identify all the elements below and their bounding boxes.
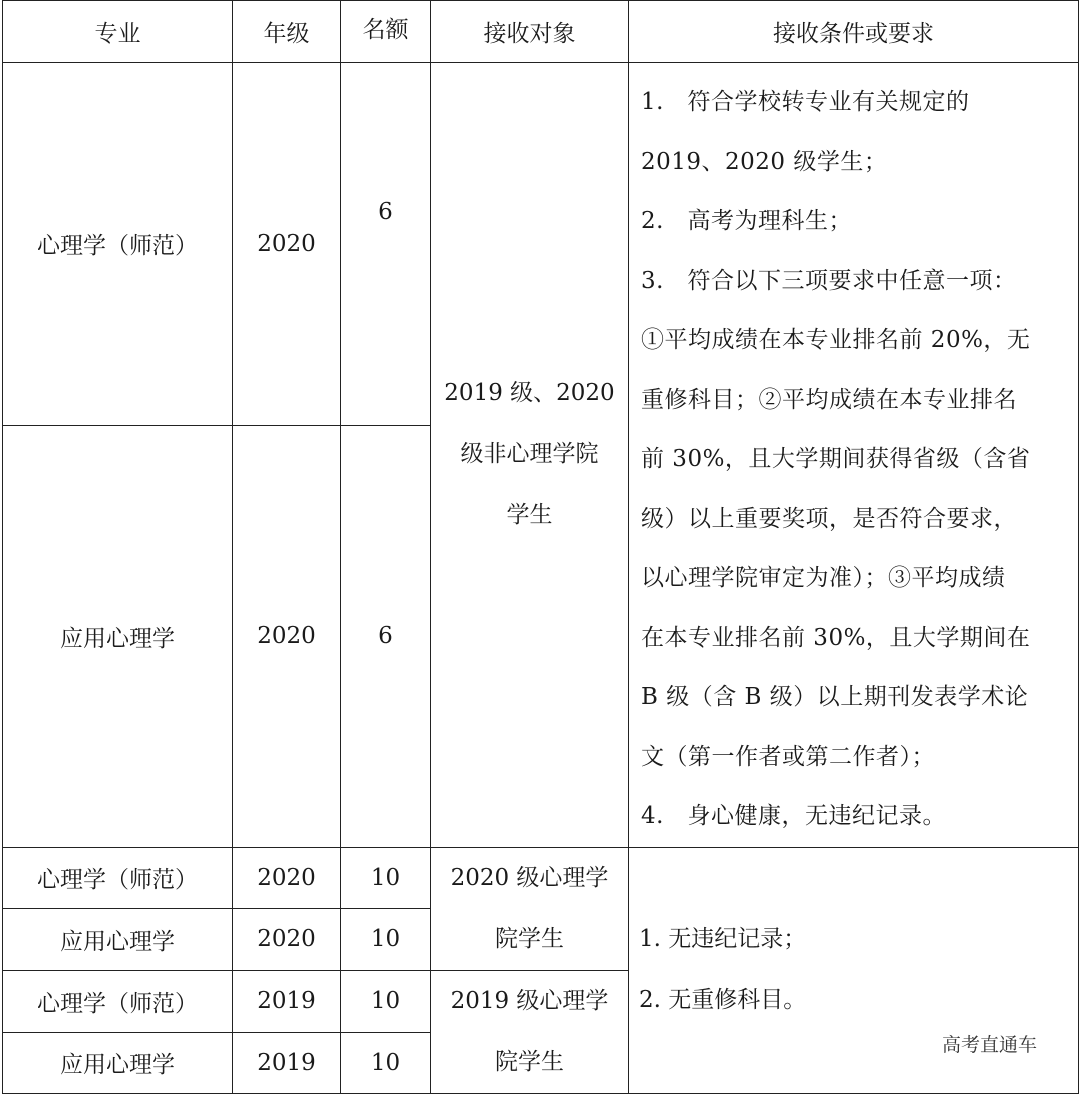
requirement-line: B 级（含 B 级）以上期刊发表学术论 [641, 684, 1029, 710]
requirement-line: 级）以上重要奖项，是否符合要求， [641, 505, 1017, 532]
target-line: 院学生 [495, 925, 564, 952]
requirement-line: ①平均成绩在本专业排名前 20%，无 [641, 327, 1031, 353]
grade-cell: 2019 [233, 970, 341, 1032]
requirements-cell [629, 63, 1079, 848]
requirement-line: 前 30%，且大学期间获得省级（含省 [641, 446, 1031, 472]
requirement-line: 重修科目；②平均成绩在本专业排名 [641, 386, 1017, 413]
header-requirements: 接收条件或要求 [629, 1, 1079, 63]
table-row [3, 847, 1079, 909]
target-line: 2019 级、2020 [444, 380, 615, 407]
requirement-line: 2019、2020 级学生； [641, 148, 888, 175]
requirement-line: 4. 身心健康，无违纪记录。 [641, 803, 946, 829]
quota-cell: 10 [341, 1032, 431, 1093]
header-grade: 年级 [233, 1, 341, 63]
major-cell: 心理学（师范） [3, 970, 233, 1032]
grade-cell: 2020 [233, 909, 341, 971]
requirement-line: 以心理学院审定为准）；③平均成绩 [641, 565, 1006, 591]
header-target: 接收对象 [431, 1, 629, 63]
requirement-line: 1. 无违纪记录； [639, 926, 807, 952]
quota-cell: 6 [341, 425, 431, 847]
target-cell [431, 63, 629, 848]
target-line: 级非心理学院 [460, 441, 599, 468]
requirement-line: 1. 符合学校转专业有关规定的 [641, 89, 970, 115]
requirement-line: 2. 高考为理科生； [641, 208, 852, 234]
quota-cell: 10 [341, 970, 431, 1032]
quota-cell: 10 [341, 909, 431, 971]
target-line: 学生 [506, 502, 553, 529]
major-cell: 应用心理学 [3, 909, 233, 971]
watermark: 高考直通车 [942, 1034, 1038, 1056]
grade-cell: 2019 [233, 1032, 341, 1093]
target-cell [431, 970, 629, 1093]
grade-cell: 2020 [233, 847, 341, 909]
table-row [3, 63, 1079, 426]
target-line: 2020 级心理学 [450, 864, 609, 891]
requirement-line: 在本专业排名前 30%，且大学期间在 [641, 624, 1031, 651]
target-line: 2019 级心理学 [450, 987, 609, 1014]
quota-cell: 6 [341, 63, 431, 426]
target-cell [431, 847, 629, 970]
header-quota: 名额 [341, 1, 431, 63]
requirement-line: 文（第一作者或第二作者）； [641, 743, 935, 770]
requirement-line: 2. 无重修科目。 [639, 987, 807, 1013]
grade-cell: 2020 [233, 63, 341, 426]
quota-cell: 10 [341, 847, 431, 909]
major-cell: 心理学（师范） [3, 63, 233, 426]
transfer-quota-table [2, 0, 1079, 1094]
target-line: 院学生 [495, 1048, 564, 1075]
header-major: 专业 [3, 1, 233, 63]
requirement-line: 3. 符合以下三项要求中任意一项： [641, 267, 1017, 294]
major-cell: 应用心理学 [3, 425, 233, 847]
header-row [3, 1, 1079, 63]
grade-cell: 2020 [233, 425, 341, 847]
major-cell: 应用心理学 [3, 1032, 233, 1093]
major-cell: 心理学（师范） [3, 847, 233, 909]
